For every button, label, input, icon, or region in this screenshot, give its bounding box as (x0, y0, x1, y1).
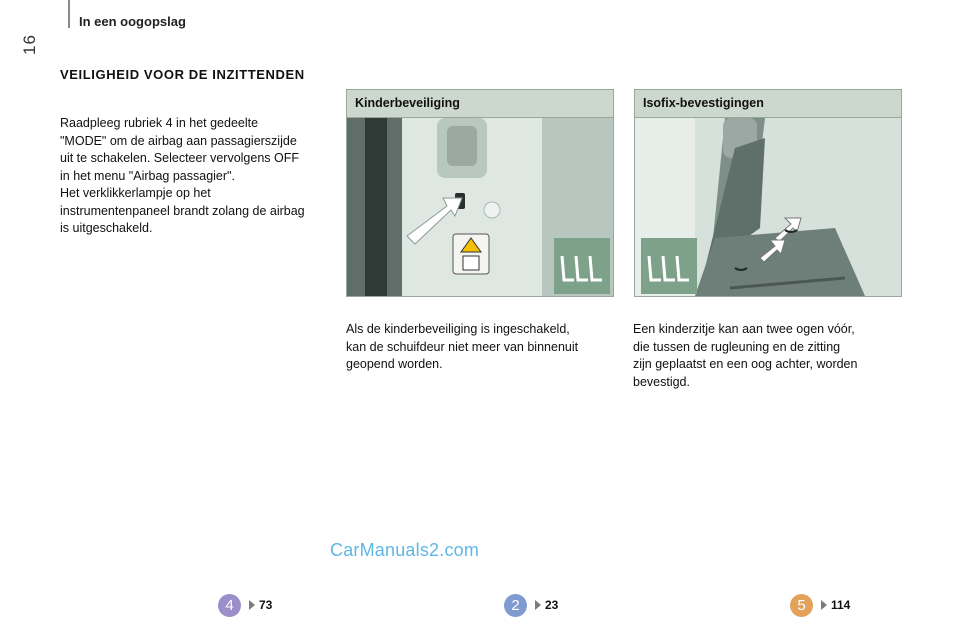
child-seat-icon (554, 238, 610, 294)
panel-title: Kinderbeveiliging (347, 90, 613, 118)
header-rule (68, 0, 70, 28)
panel-1-text (346, 321, 616, 374)
intro-line: in het menu "Airbag passagier". (60, 168, 235, 183)
child-seat-icon (641, 238, 697, 294)
chapter-badge: 5 (790, 594, 813, 617)
chapter-badge: 4 (218, 594, 241, 617)
panel-text-line: zijn geplaatst en een oog achter, worden (633, 357, 858, 371)
panel-text-line: bevestigd. (633, 374, 690, 389)
reference-page: 23 (545, 598, 559, 612)
header-title: In een oogopslag (79, 14, 186, 29)
intro-line: instrumentenpaneel brandt zolang de airbag (60, 203, 305, 218)
panel-text-line: Als de kinderbeveiliging is ingeschakeld, (346, 322, 570, 336)
intro-text (60, 115, 335, 238)
chapter-badge: 2 (504, 594, 527, 617)
intro-line: "MODE" om de airbag aan passagierszijde (60, 133, 297, 148)
panel-kinderbeveiliging (346, 89, 614, 297)
panel-text-line: die tussen de rugleuning en de zitting (633, 339, 841, 354)
isofix-seat-illustration (635, 118, 901, 296)
reference-page: 73 (259, 598, 273, 612)
section-title: VEILIGHEID VOOR DE INZITTENDEN (60, 67, 305, 82)
chapter-reference[interactable] (218, 592, 272, 618)
panel-text-line: geopend worden. (346, 357, 443, 371)
intro-line: is uitgeschakeld. (60, 221, 153, 235)
panel-text-line: Een kinderzitje kan aan twee ogen vóór, (633, 322, 855, 336)
reference-page: 114 (831, 598, 851, 612)
intro-line: uit te schakelen. Selecteer vervolgens OFF (60, 151, 300, 165)
panel-title: Isofix-bevestigingen (635, 90, 901, 118)
arrow-right-icon (535, 600, 541, 610)
watermark: CarManuals2.com (330, 540, 480, 560)
door-lock-illustration (347, 118, 613, 296)
panel-isofix (634, 89, 902, 297)
chapter-reference[interactable] (504, 592, 558, 618)
page-number: 16 (20, 34, 39, 55)
intro-line: Raadpleeg rubriek 4 in het gedeelte (60, 116, 259, 130)
panel-text-line: kan de schuifdeur niet meer van binnenuit (346, 339, 579, 354)
arrow-right-icon (821, 600, 827, 610)
panel-2-text (633, 321, 903, 391)
chapter-reference[interactable] (790, 592, 850, 618)
arrow-right-icon (249, 600, 255, 610)
intro-line: Het verklikkerlampje op het (60, 186, 211, 200)
